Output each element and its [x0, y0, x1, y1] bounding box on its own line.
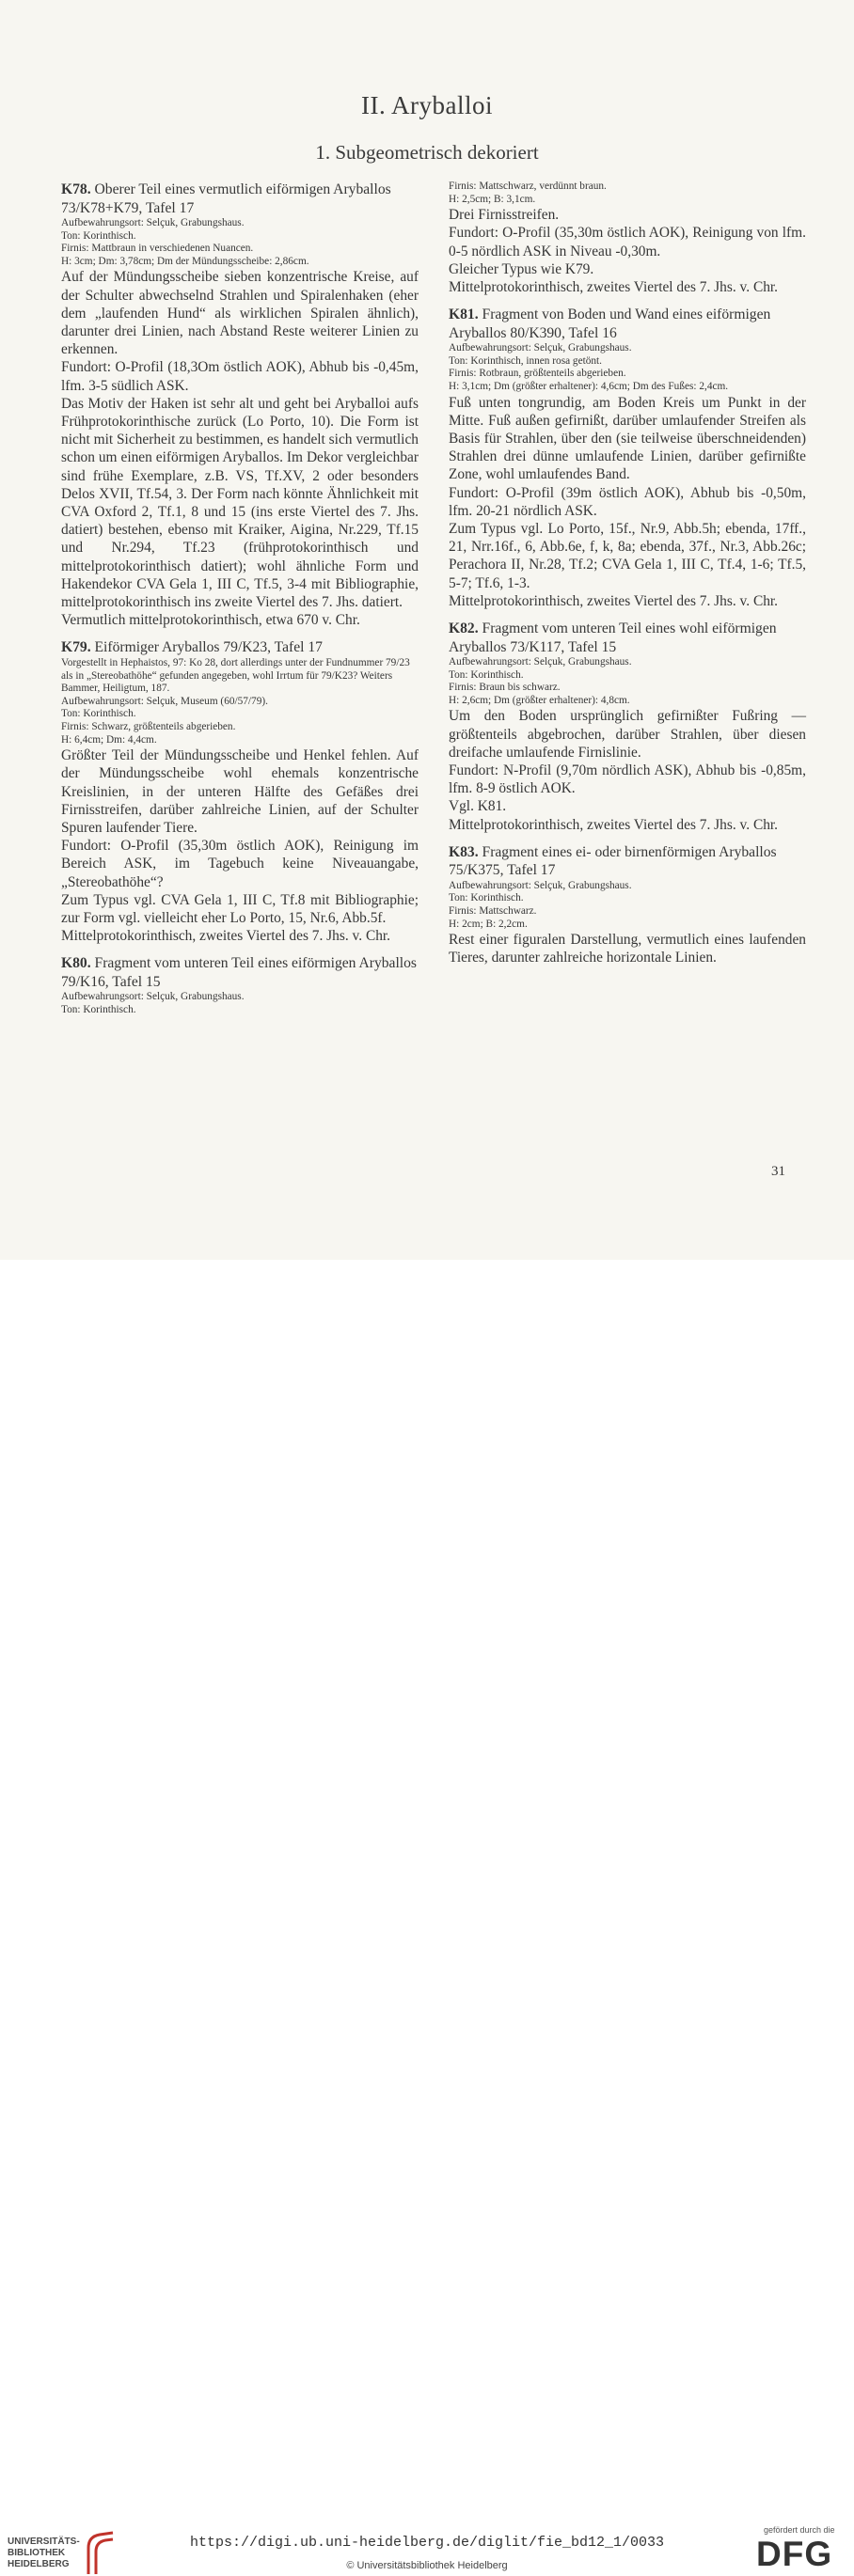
- entry-meta: H: 3cm; Dm: 3,78cm; Dm der Mündungsscheibe: 2,86cm.: [61, 255, 309, 267]
- entry-paragraph: Fundort: N-Profil (9,70m nördlich ASK), Abhub bis -0,85m, lfm. 8-9 östlich AOK.: [449, 762, 806, 797]
- entry-meta: Aufbewahrungsort: Selçuk, Grabungshaus.: [449, 879, 632, 891]
- catalog-entry: [61, 954, 419, 1016]
- chapter-title: II. Aryballoi: [361, 91, 493, 119]
- entry-meta: Ton: Korinthisch.: [61, 1003, 136, 1015]
- entry-meta: Firnis: Braun bis schwarz.: [449, 682, 561, 694]
- catalog-entry: [449, 620, 806, 834]
- copyright-notice: © Universitätsbibliothek Heidelberg: [346, 2560, 508, 2571]
- entry-paragraph: Mittelprotokorinthisch, zweites Viertel des 7. Jhs. v. Chr.: [449, 816, 779, 833]
- catalog-entry: [449, 181, 806, 296]
- entry-meta: Firnis: Rotbraun, größtenteils abgerieben.: [449, 368, 626, 380]
- entry-meta: Ton: Korinthisch, innen rosa getönt.: [449, 354, 602, 367]
- entry-heading: [449, 306, 806, 342]
- entry-number: K81.: [449, 306, 479, 323]
- right-column: [449, 181, 806, 967]
- catalog-entry: [449, 843, 806, 967]
- entry-paragraph: Fuß unten tongrundig, am Boden Kreis um Punkt in der Mitte. Fuß außen gefirnißt, darüber umlaufender Streifen als Basis für Strahlen, über den (sie teilweise überschneidenden) Strahlen drei dünne umlaufende Linien, darüber gefirnißte Zone, wohl umlaufendes Band.: [449, 394, 806, 483]
- entry-meta: Firnis: Mattschwarz.: [449, 905, 537, 917]
- dfg-logo[interactable]: DFG: [756, 2535, 833, 2573]
- permalink-url[interactable]: https://digi.ub.uni-heidelberg.de/diglit/fie_bd12_1/0033: [189, 2535, 665, 2551]
- entry-paragraph: Fundort: O-Profil (35,30m östlich AOK), Reinigung im Bereich ASK, im Tagebuch keine Niveauangabe, „Stereobathöhe“?: [61, 838, 419, 890]
- entry-title: Fragment vom unteren Teil eines wohl eiförmigen Aryballos 73/K117, Tafel 15: [449, 620, 777, 655]
- left-column: [61, 181, 419, 1017]
- entry-paragraph: Fundort: O-Profil (35,30m östlich AOK), Reinigung von lfm. 0-5 nördlich ASK in Niveau -0,30m.: [449, 225, 806, 259]
- entry-meta: Ton: Korinthisch.: [449, 668, 524, 681]
- entry-meta: H: 3,1cm; Dm (größter erhaltener): 4,6cm; Dm des Fußes: 2,4cm.: [449, 380, 729, 392]
- entry-paragraph: Mittelprotokorinthisch, zweites Viertel des 7. Jhs. v. Chr.: [449, 592, 779, 609]
- entry-paragraph: Fundort: O-Profil (18,3Om östlich AOK), Abhub bis -0,45m, lfm. 3-5 südlich ASK.: [61, 359, 419, 394]
- entry-paragraph: Um den Boden ursprünglich gefirnißter Fußring — größtenteils abgebrochen, darüber Strahlen, über diesen dreifache umlaufende Firnislinie.: [449, 708, 806, 761]
- entry-paragraph: Gleicher Typus wie K79.: [449, 260, 594, 277]
- entry-paragraph: Fundort: O-Profil (39m östlich AOK), Abhub bis -0,50m, lfm. 20-21 nördlich ASK.: [449, 484, 806, 519]
- entry-paragraph: Vermutlich mittelprotokorinthisch, etwa 670 v. Chr.: [61, 612, 360, 629]
- entry-title: Fragment von Boden und Wand eines eiförmigen Aryballos 80/K390, Tafel 16: [449, 306, 771, 341]
- entry-meta: H: 2,5cm; B: 3,1cm.: [449, 193, 536, 205]
- entry-meta: H: 6,4cm; Dm: 4,4cm.: [61, 733, 157, 746]
- entry-meta: Aufbewahrungsort: Selçuk, Grabungshaus.: [61, 991, 245, 1003]
- entry-paragraph: Zum Typus vgl. Lo Porto, 15f., Nr.9, Abb.5h; ebenda, 17ff., 21, Nrr.16f., 6, Abb.6e, f, k, 8a; ebenda, 37f., Nr.3, Abb.26c; Perachora II, Nr.28, Tf.2; CVA Gela 1, III C, Tf.4, 1-6; Tf.5, 5-7; Tf.6, 1-3.: [449, 521, 806, 591]
- entry-meta: Aufbewahrungsort: Selçuk, Grabungshaus.: [61, 217, 245, 228]
- entry-meta: Firnis: Schwarz, größtenteils abgerieben.: [61, 720, 236, 732]
- entry-title: Fragment eines ei- oder birnenförmigen Aryballos 75/K375, Tafel 17: [449, 843, 777, 879]
- entry-meta: Vorgestellt in Hephaistos, 97: Ko 28, dort allerdings unter der Fundnummer 79/23 als in „Stereobathöhe“ gefunden angegeben, wohl Irrtum für 79/K23? Weiters Bammer, Heiligtum, 187.: [61, 656, 410, 695]
- entry-meta: Aufbewahrungsort: Selçuk, Museum (60/57/79).: [61, 695, 268, 707]
- entry-paragraph: Vgl. K81.: [449, 798, 507, 815]
- entry-number: K82.: [449, 620, 479, 637]
- catalog-entry: [61, 638, 419, 945]
- entry-meta: Ton: Korinthisch.: [61, 708, 136, 720]
- section-title: 1. Subgeometrisch dekoriert: [315, 141, 539, 164]
- entry-meta: Aufbewahrungsort: Selçuk, Grabungshaus.: [449, 656, 632, 668]
- entry-number: K80.: [61, 955, 91, 972]
- entry-heading: [61, 638, 419, 657]
- entry-paragraph: Auf der Mündungsscheibe sieben konzentrische Kreise, auf der Schulter abwechselnd Strahlen und Spiralenhaken (eher dem „laufenden Hund“ als wirklichen Spiralen ähnlich), darunter drei Linien, nach Abstand Reste weiterer Linien zu erkennen.: [61, 269, 419, 358]
- scanned-page: [0, 0, 854, 1260]
- entry-title: Fragment vom unteren Teil eines eiförmigen Aryballos 79/K16, Tafel 15: [61, 955, 417, 990]
- entry-paragraph: Zum Typus vgl. CVA Gela 1, III C, Tf.8 mit Bibliographie; zur Form vgl. vielleicht eher Lo Porto, 15, Nr.6, Abb.5f.: [61, 891, 419, 926]
- catalog-entry: [61, 181, 419, 629]
- entry-paragraph: Rest einer figuralen Darstellung, vermutlich eines laufenden Tieres, darunter zahlreiche horizontale Linien.: [449, 932, 806, 966]
- entry-heading: [449, 843, 806, 880]
- entry-paragraph: Drei Firnisstreifen.: [449, 207, 560, 224]
- entry-heading: [61, 954, 419, 991]
- entry-meta: H: 2cm; B: 2,2cm.: [449, 918, 528, 930]
- entry-meta: Ton: Korinthisch.: [61, 229, 136, 242]
- entry-number: K83.: [449, 843, 479, 860]
- entry-meta: Aufbewahrungsort: Selçuk, Grabungshaus.: [449, 342, 632, 354]
- entry-meta: Ton: Korinthisch.: [449, 892, 524, 904]
- footer: [0, 1260, 854, 2573]
- logo-line: BIBLIOTHEK: [8, 2548, 66, 2558]
- entry-paragraph: Größter Teil der Mündungsscheibe und Henkel fehlen. Auf der Mündungsscheibe wohl ehemals konzentrische Kreislinien, in der unteren Hälfte des Gefäßes drei Firnisstreifen, darüber zahlreiche Linien, auf der Schulter Spuren laufender Tiere.: [61, 747, 419, 836]
- entry-paragraph: Das Motiv der Haken ist sehr alt und geht bei Aryballoi aufs Frühprotokorinthische zurück (Lo Porto, 10). Die Form ist nicht mit Sicherheit zu bestimmen, es handelt sich vermutlich schon um einen eiförmigen Aryballos. Im Dekor vergleichbar sind frühe Exemplare, z.B. VS, Tf.XV, 2 oder besonders Delos XVII, Tf.54, 3. Der Form nach könnte Ähnlichkeit mit CVA Oxford 2, Tf.1, 8 und 15 (ins erste Viertel des 7. Jhs. datiert) bestehen, ebenso mit Kraiker, Aigina, Nr.229, Tf.15 und Nr.294, Tf.23 (frühprotokorinthisch und mittelprotokorinthisch datiert); wohl ähnliche Form und Hakendekor CVA Gela 1, III C, Tf.5, 3-4 mit Bibliographie, mittelprotokorinthisch ins zweite Viertel des 7. Jhs. datiert.: [61, 395, 419, 611]
- entry-paragraph: Mittelprotokorinthisch, zweites Viertel des 7. Jhs. v. Chr.: [449, 279, 779, 295]
- catalog-entry: [449, 306, 806, 610]
- entry-meta: Firnis: Mattbraun in verschiedenen Nuancen.: [61, 243, 254, 255]
- funded-by-label: gefördert durch die: [764, 2525, 835, 2535]
- entry-meta: H: 2,6cm; Dm (größter erhaltener): 4,8cm.: [449, 694, 630, 706]
- logo-line: HEIDELBERG: [8, 2559, 70, 2569]
- entry-number: K78.: [61, 181, 91, 197]
- entry-meta: Firnis: Mattschwarz, verdünnt braun.: [449, 181, 607, 192]
- entry-title: Oberer Teil eines vermutlich eiförmigen Aryballos 73/K78+K79, Tafel 17: [61, 181, 391, 216]
- entry-number: K79.: [61, 639, 91, 656]
- entry-title: Eiförmiger Aryballos 79/K23, Tafel 17: [90, 639, 323, 656]
- logo-line: UNIVERSITÄTS-: [8, 2537, 80, 2547]
- entry-heading: [449, 620, 806, 656]
- page-number: 31: [771, 1164, 785, 1179]
- entry-paragraph: Mittelprotokorinthisch, zweites Viertel des 7. Jhs. v. Chr.: [61, 928, 391, 945]
- entry-heading: [61, 181, 419, 217]
